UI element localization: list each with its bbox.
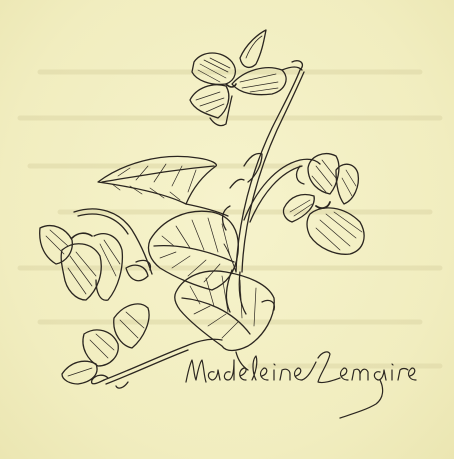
upper-left-leaf — [98, 156, 228, 216]
bottom-left-flower — [62, 304, 222, 388]
lower-leaf — [175, 271, 275, 370]
left-drooping-flower — [40, 209, 152, 300]
artist-signature — [186, 352, 416, 418]
